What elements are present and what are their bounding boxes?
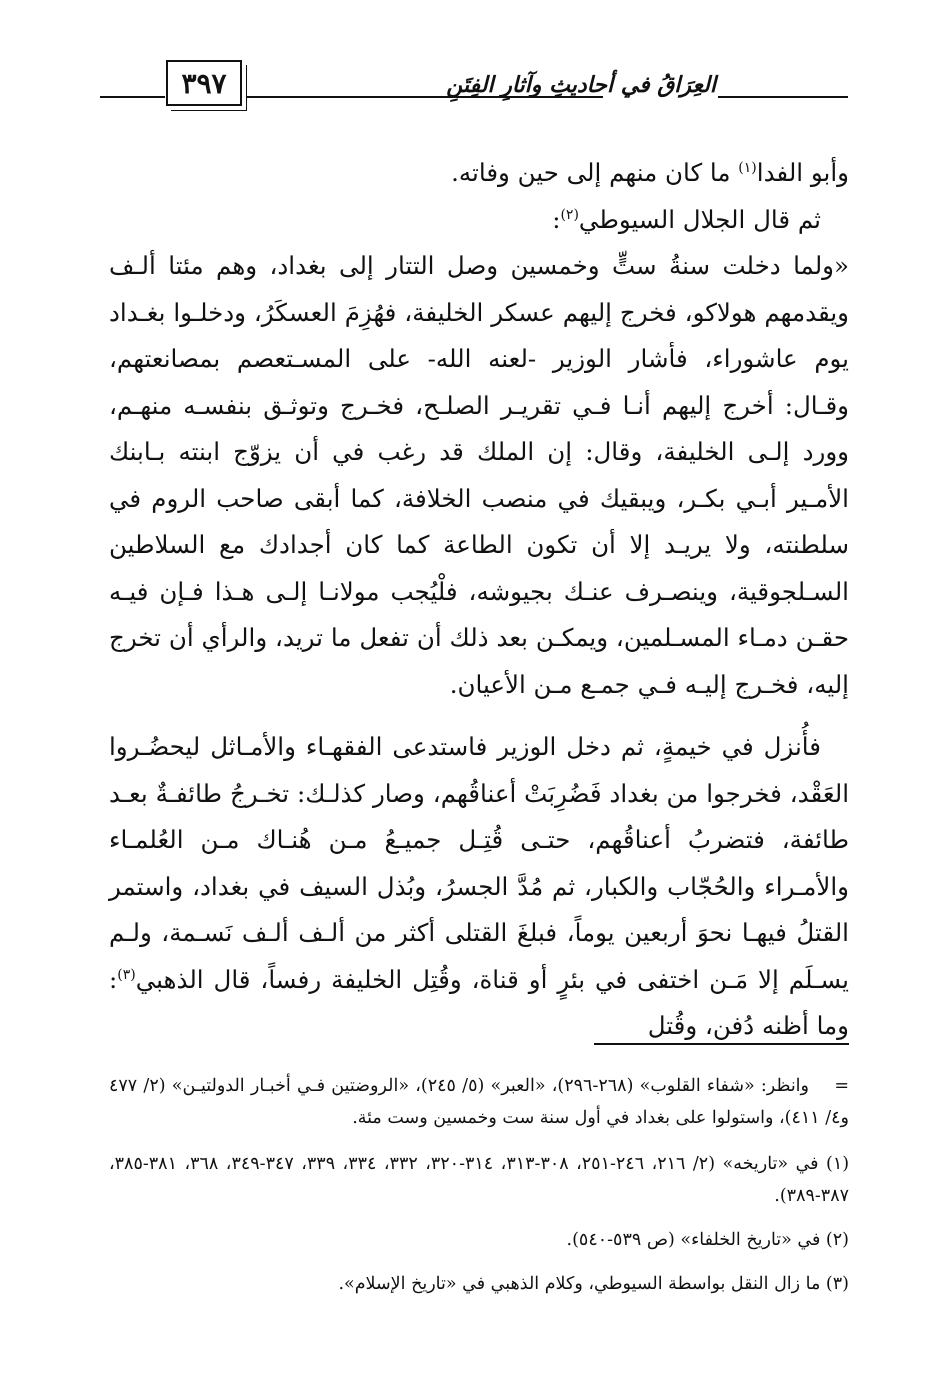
header-rule-middle: [243, 96, 603, 98]
page-number: ٣٩٧: [166, 60, 242, 106]
continuation-marker: =: [834, 1076, 849, 1096]
footnote-ref-1: (١): [738, 159, 757, 176]
footnote-continuation: [109, 1070, 849, 1134]
paragraph-1-text: وأبو الفدا: [756, 158, 849, 187]
paragraph-2-tail: :: [552, 204, 561, 234]
page-header: [100, 58, 848, 128]
header-rule-right: [718, 96, 848, 98]
paragraph-2: [109, 197, 849, 244]
footnote-ref-3: (٣): [117, 966, 136, 983]
continuation-text: وانظر: «شفاء القلوب» (٢٦٨-٢٩٦)، «العبر» (٥/ ٢٤٥)، «الروضتين فـي أخبـار الدولتيـن» (٢/ ٤٧٧ و٤/ ٤١١)، واستولوا على بغداد في أول سنة ست وخمسين وست مئة.: [109, 1076, 849, 1128]
footnote-separator: [594, 1043, 849, 1045]
footnote-ref-2: (٢): [560, 206, 579, 223]
paragraph-2-text: ثم قال الجلال السيوطي: [578, 204, 821, 234]
paragraph-4-tail: : وما أظنه دُفن، وقُتل: [109, 964, 849, 1040]
footnote-2: (٢) في «تاريخ الخلفاء» (ص ٥٣٩-٥٤٠).: [566, 1230, 849, 1250]
footnote-1: (١) في «تاريخه» (٢/ ٢١٦، ٢٤٦-٢٥١، ٣٠٨-٣١٣، ٣١٤-٣٢٠، ٣٣٢، ٣٣٤، ٣٣٩، ٣٤٧-٣٤٩، ٣٦٨، ٣٨١-٣٨٥، ٣٨٧-٣٨٩).: [109, 1154, 850, 1206]
footnote-3: (٣) ما زال النقل بواسطة السيوطي، وكلام الذهبي في «تاريخ الإسلام».: [338, 1274, 849, 1294]
book-title: العِرَاقُ في أحاديثِ وآثارِ الفِتَنِ: [446, 72, 716, 98]
header-rule-left: [100, 96, 165, 98]
footnotes: [109, 1070, 849, 1312]
paragraph-1: [109, 150, 849, 197]
paragraph-3: «ولما دخلت سنةُ ستٍّ وخمسين وصل التتار إلى بغداد، وهم مئتا ألـف ويقدمهم هولاكو، فخرج إليهم عسكر الخليفة، فهُزِمَ العسكَرُ، ودخلـوا بغـداد يوم عاشوراء، فأشار الوزير -لعنه الله- على المسـتعصم بمصانعتهم، وقـال: أخرج إليهم أنـا فـي تقريـر الصلـح، فخـرج وتوثـق بنفسـه منهـم، وورد إلـى الخليفة، وقال: إن الملك قد رغب في أن يزوّج ابنته بـابنك الأمـير أبـي بكـر، ويبقيك في منصب الخلافة، كما أبقى صاحب الروم في سلطنته، ولا يريـد إلا أن تكون الطاعة كما كان أجدادك مع السلاطين السـلجوقية، وينصـرف عنـك بجيوشه، فلْيُجب مولانـا إلـى هـذا فـإن فيـه حقـن دمـاء المسـلمين، ويمكـن بعد ذلك أن تفعل ما تريد، والرأي أن تخرج إليه، فخـرج إليـه فـي جمـع مـن الأعيان.: [109, 251, 849, 699]
paragraph-4: [109, 724, 849, 1050]
main-text: [109, 150, 849, 1050]
paragraph-1-tail: ما كان منهم إلى حين وفاته.: [451, 158, 739, 187]
paragraph-4-text: فأُنزل في خيمةٍ، ثم دخل الوزير فاستدعى الفقهـاء والأمـاثل ليحضُـروا العَقْد، فخرجوا من بغداد فَضُرِبَتْ أعناقُهم، وصار كذلـك: تخـرجُ طائفـةٌ بعـد طائفة، فتضربُ أعناقُهم، حتـى قُتِـل جميـعُ مـن هُنـاك مـن العُلمـاء والأمـراء والحُجّاب والكبار، ثم مُدَّ الجسرُ، وبُذل السيف في بغداد، واستمر القتلُ فيهـا نحوَ أربعين يوماً، فبلغَ القتلى أكثر من ألـف ألـف نَسـمة، ولـم يسـلَم إلا مَـن اختفى في بئرٍ أو قناة، وقُتِل الخليفة رفساً، قال الذهبي: [109, 732, 849, 994]
